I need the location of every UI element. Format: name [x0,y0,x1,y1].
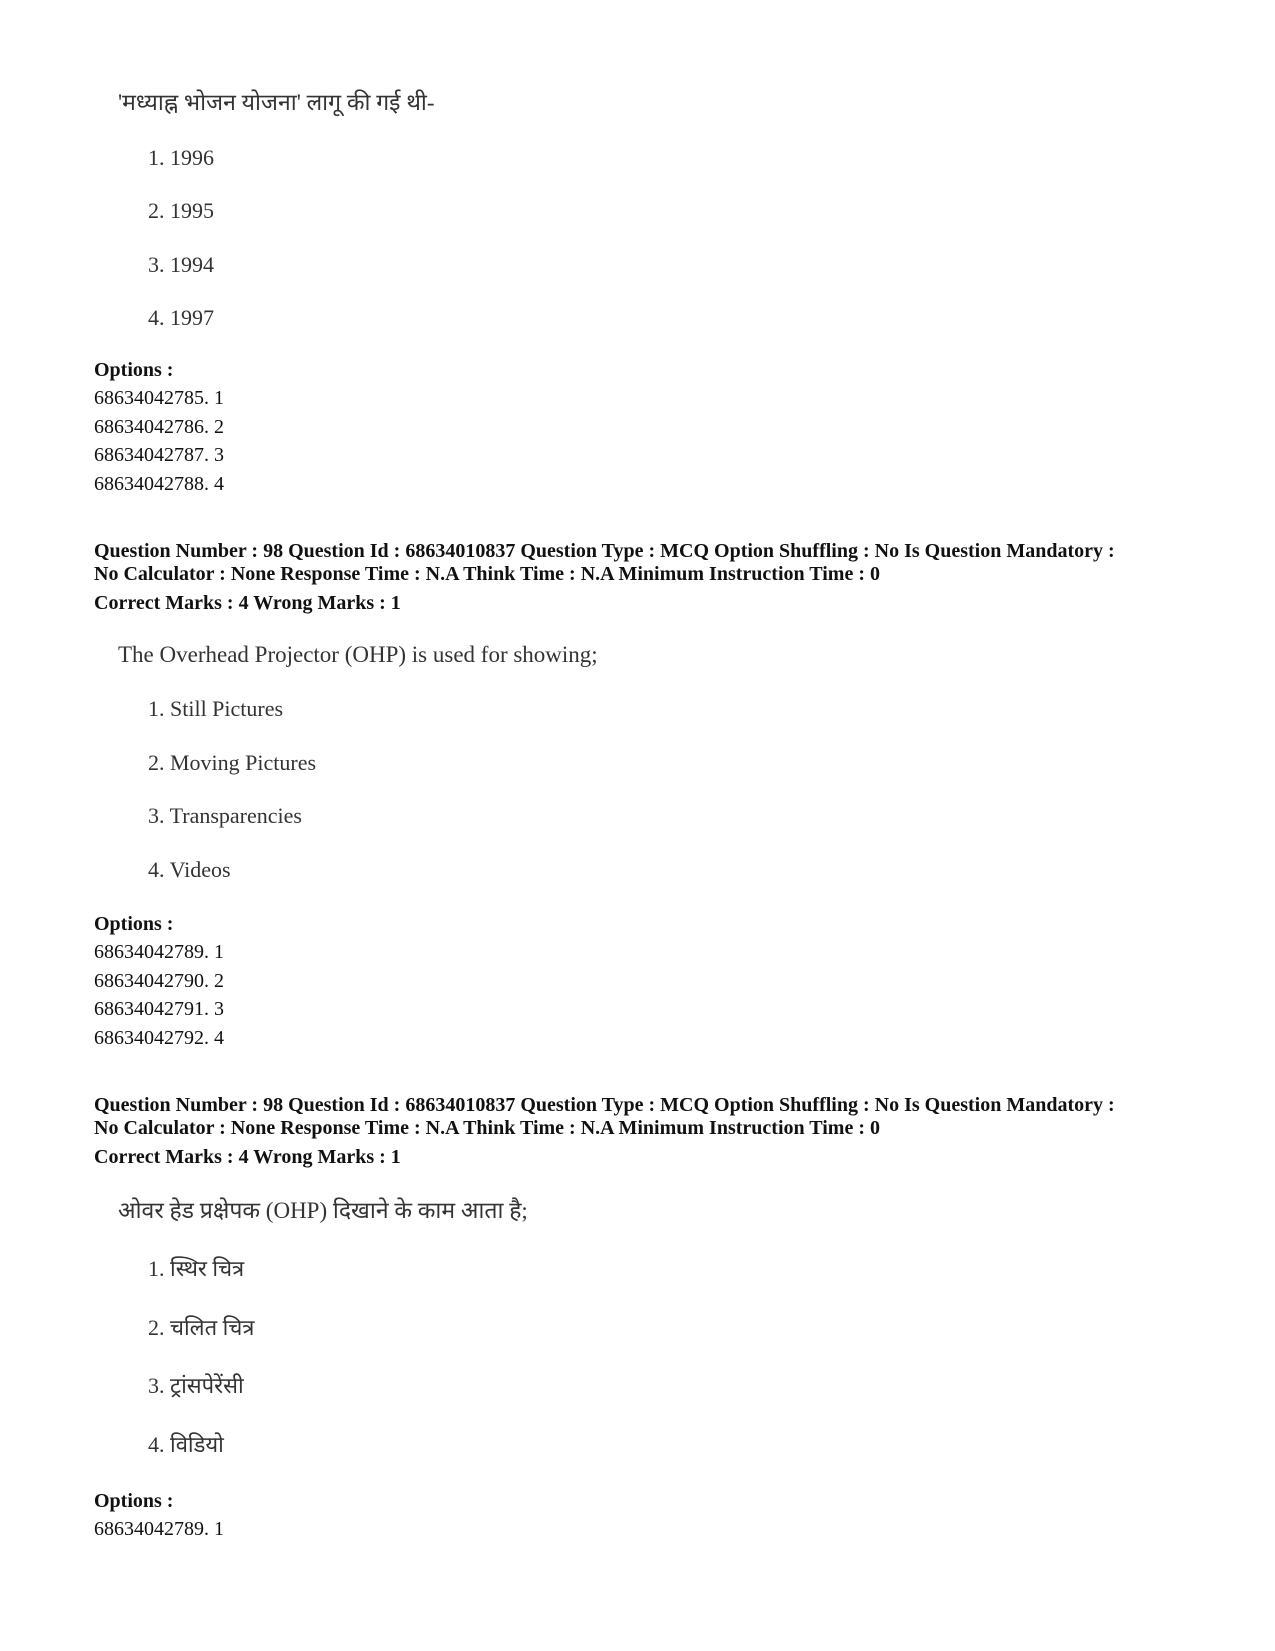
choice-item: 2. Moving Pictures [148,750,317,775]
choice-item: 4. विडियो [148,1432,224,1457]
options-title: Options : [94,1490,174,1512]
question-meta-line: Question Number : 98 Question Id : 68634010837 Question Type : MCQ Option Shuffling : No Is Question Mandatory : [94,1094,1115,1116]
choice-item: 4. Videos [148,857,231,882]
choice-item: 2. 1995 [148,198,214,223]
choice-item: 3. Transparencies [148,803,302,828]
question-stem: 'मध्याह्न भोजन योजना' लागू की गई थी- [118,90,435,115]
option-id-line: 68634042790. 2 [94,970,224,992]
options-title: Options : [94,913,174,935]
question-meta-line: No Calculator : None Response Time : N.A Think Time : N.A Minimum Instruction Time : 0 [94,563,880,585]
option-id-line: 68634042789. 1 [94,1518,224,1540]
option-id-line: 68634042792. 4 [94,1027,224,1049]
question-meta-line: Question Number : 98 Question Id : 68634010837 Question Type : MCQ Option Shuffling : No Is Question Mandatory : [94,540,1115,562]
choice-item: 1. Still Pictures [148,696,284,721]
question-meta-line: No Calculator : None Response Time : N.A Think Time : N.A Minimum Instruction Time : 0 [94,1117,880,1139]
option-id-line: 68634042788. 4 [94,473,224,495]
choice-item: 3. 1994 [148,252,214,277]
choice-item: 1. स्थिर चित्र [148,1256,245,1281]
option-id-line: 68634042785. 1 [94,387,224,409]
option-id-line: 68634042786. 2 [94,416,224,438]
choice-item: 2. चलित चित्र [148,1315,255,1340]
option-id-line: 68634042791. 3 [94,998,224,1020]
choice-item: 1. 1996 [148,145,214,170]
choice-item: 3. ट्रांसपेरेंसी [148,1373,244,1398]
choice-item: 4. 1997 [148,305,214,330]
marks-line: Correct Marks : 4 Wrong Marks : 1 [94,592,401,614]
option-id-line: 68634042787. 3 [94,444,224,466]
options-title: Options : [94,359,174,381]
question-stem: The Overhead Projector (OHP) is used for showing; [118,642,598,667]
marks-line: Correct Marks : 4 Wrong Marks : 1 [94,1146,401,1168]
question-stem: ओवर हेड प्रक्षेपक (OHP) दिखाने के काम आता है; [118,1198,528,1223]
option-id-line: 68634042789. 1 [94,941,224,963]
